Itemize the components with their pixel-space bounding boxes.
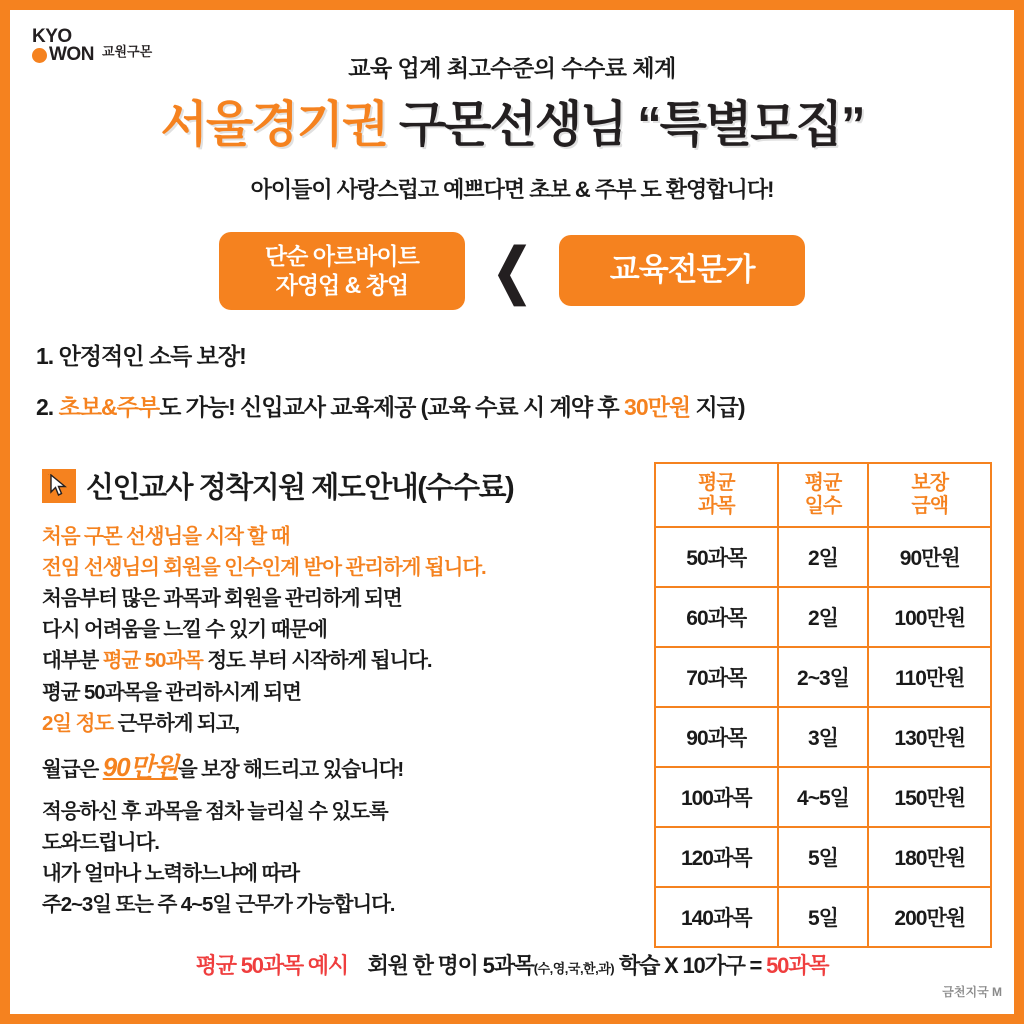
body-copy	[42, 522, 642, 921]
table-row	[655, 587, 991, 647]
body-line-8-a: 월급은	[42, 757, 103, 781]
list-item	[36, 389, 994, 422]
table-row	[655, 887, 991, 947]
headline-part-3: “특별모집”	[637, 98, 864, 152]
subheadline: 아이들이 사랑스럽고 예쁘다면 초보 & 주부 도 환영합니다!	[250, 177, 774, 202]
pill-left-line-1: 단순 아르바이트	[264, 243, 419, 269]
body-line-5-a: 대부분	[42, 649, 103, 673]
footer-text-small: (수,영,국,한,과)	[533, 961, 615, 976]
section-heading	[42, 465, 513, 506]
column-header-subjects-line2: 과목	[697, 495, 735, 517]
cell-subjects: 60과목	[655, 587, 778, 647]
column-header-amount	[868, 463, 991, 527]
cell-subjects: 70과목	[655, 647, 778, 707]
body-line-7	[42, 709, 642, 738]
table-row	[655, 527, 991, 587]
table-row	[655, 647, 991, 707]
column-header-subjects	[655, 463, 778, 527]
section-title-text: 신인교사 정착지원 제도안내(수수료)	[86, 472, 514, 504]
body-line-5-c: 정도 부터 시작하게 됩니다.	[202, 649, 432, 673]
cell-days: 2~3일	[778, 647, 869, 707]
body-line-6: 평균 50과목을 관리하시게 되면	[42, 680, 301, 704]
logo-line-1: KYO	[32, 26, 72, 47]
cell-subjects: 50과목	[655, 527, 778, 587]
column-header-amount-line1: 보장	[911, 472, 949, 494]
table-row	[655, 767, 991, 827]
list-item-number: 1.	[36, 343, 59, 369]
logo-line-2: WON	[49, 44, 94, 66]
footer-label: 평균 50과목 예시	[195, 953, 348, 978]
body-line-3: 처음부터 많은 과목과 회원을 관리하게 되면	[42, 587, 402, 611]
compensation-table	[654, 462, 992, 948]
cell-days: 4~5일	[778, 767, 869, 827]
footer-note	[0, 949, 1024, 980]
watermark: 금천지국 M	[942, 985, 1002, 999]
body-line-5	[42, 646, 642, 675]
footer-text-total: 50과목	[766, 953, 829, 978]
list-item-number: 2.	[36, 394, 59, 420]
list-item-middle: 도 가능! 신입교사 교육제공 (교육 수료 시 계약 후	[159, 394, 625, 420]
less-than-icon: ❮	[491, 236, 533, 304]
column-header-days-line2: 일수	[804, 495, 842, 517]
cell-days: 5일	[778, 887, 869, 947]
cell-subjects: 140과목	[655, 887, 778, 947]
column-header-amount-line2: 금액	[911, 495, 949, 517]
footer-text-a: 회원 한 명이 5과목	[367, 953, 534, 978]
body-line-2: 전임 선생님의 회원을 인수인계 받아 관리하게 됩니다.	[42, 556, 486, 580]
cell-amount: 180만원	[868, 827, 991, 887]
cell-subjects: 120과목	[655, 827, 778, 887]
salary-amount: 90만원	[102, 751, 178, 782]
cell-days: 2일	[778, 527, 869, 587]
footer-text-b: 학습 X 10가구 =	[614, 953, 767, 978]
cell-amount: 130만원	[868, 707, 991, 767]
body-line-7-b: 근무하게 되고,	[117, 711, 240, 735]
list-item-tail: 지급)	[690, 394, 745, 420]
headline-part-1: 서울경기권	[160, 98, 399, 152]
pill-education-expert: 교육전문가	[559, 235, 805, 306]
headline-part-2: 구몬선생님	[398, 98, 638, 152]
list-item-text: 안정적인 소득 보장!	[58, 343, 246, 369]
list-item-highlight-1: 초보&주부	[58, 394, 160, 420]
list-item-highlight-2: 30만원	[624, 394, 691, 420]
cell-amount: 90만원	[868, 527, 991, 587]
comparison-row	[0, 232, 1024, 310]
column-header-subjects-line1: 평균	[697, 472, 735, 494]
body-line-8	[42, 749, 642, 786]
benefits-list	[36, 338, 994, 440]
page-title	[0, 86, 1024, 156]
body-line-9: 적응하신 후 과목을 점차 늘리실 수 있도록	[42, 799, 388, 823]
list-item	[36, 338, 994, 371]
cell-amount: 100만원	[868, 587, 991, 647]
body-line-11: 내가 얼마나 노력하느냐에 따라	[42, 861, 299, 885]
cell-days: 5일	[778, 827, 869, 887]
cell-days: 3일	[778, 707, 869, 767]
cursor-click-icon	[42, 469, 76, 503]
body-line-10: 도와드립니다.	[42, 830, 159, 854]
cell-subjects: 100과목	[655, 767, 778, 827]
body-line-7-highlight: 2일 정도	[42, 711, 118, 735]
body-line-5-highlight: 평균 50과목	[102, 649, 203, 673]
cell-amount: 150만원	[868, 767, 991, 827]
body-line-1: 처음 구몬 선생님을 시작 할 때	[42, 525, 290, 548]
table-header-row	[655, 463, 991, 527]
column-header-days	[778, 463, 869, 527]
cell-days: 2일	[778, 587, 869, 647]
pill-left-line-2: 자영업 & 창업	[275, 271, 409, 298]
body-line-12: 주2~3일 또는 주 4~5일 근무가 가능합니다.	[42, 893, 395, 916]
body-line-8-b: 을 보장 해드리고 있습니다!	[177, 757, 404, 781]
kicker-text: 교육 업계 최고수준의 수수료 체계	[348, 55, 676, 81]
cell-subjects: 90과목	[655, 707, 778, 767]
table-row	[655, 707, 991, 767]
body-line-4: 다시 어려움을 느낄 수 있기 때문에	[42, 618, 327, 642]
cell-amount: 110만원	[868, 647, 991, 707]
column-header-days-line1: 평균	[804, 472, 842, 494]
cell-amount: 200만원	[868, 887, 991, 947]
logo-wordmark-kr: 교원구몬	[101, 43, 153, 59]
table-row	[655, 827, 991, 887]
pill-part-time-job	[219, 232, 465, 310]
